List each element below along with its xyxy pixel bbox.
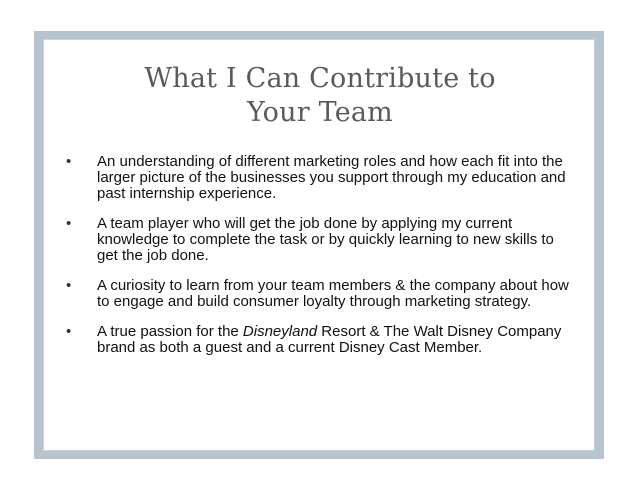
bullet-text xyxy=(97,323,561,356)
bullet-text-suffix: Resort & The Walt Disney Company brand as both a guest and a current Disney Cast Member. xyxy=(97,323,562,356)
bullet-marker: • xyxy=(66,323,72,340)
bullet-text-prefix: A true passion for the xyxy=(97,323,243,340)
slide-frame xyxy=(34,31,604,459)
slide-title xyxy=(44,62,596,130)
bullet-list xyxy=(66,154,576,370)
bullet-item xyxy=(66,216,576,264)
bullet-text: A team player who will get the job done by applying my current knowledge to complete the task or by quickly learning to new skills to get the job done. xyxy=(97,215,554,264)
slide-title-line-2: Your Team xyxy=(246,97,393,128)
slide-content-panel xyxy=(43,39,595,451)
bullet-marker: • xyxy=(66,215,72,232)
bullet-marker: • xyxy=(66,277,72,294)
bullet-text: An understanding of different marketing roles and how each fit into the larger picture of the businesses you support through my education and past internship experience. xyxy=(97,153,566,202)
bullet-text: A curiosity to learn from your team members & the company about how to engage and build consumer loyalty through marketing strategy. xyxy=(97,277,569,310)
bullet-item xyxy=(66,154,576,202)
bullet-text-italic: Disneyland xyxy=(242,323,318,340)
bullet-marker: • xyxy=(66,153,72,170)
slide-title-line-1: What I Can Contribute to xyxy=(144,63,496,94)
bullet-item xyxy=(66,278,576,310)
bullet-item xyxy=(66,324,576,356)
